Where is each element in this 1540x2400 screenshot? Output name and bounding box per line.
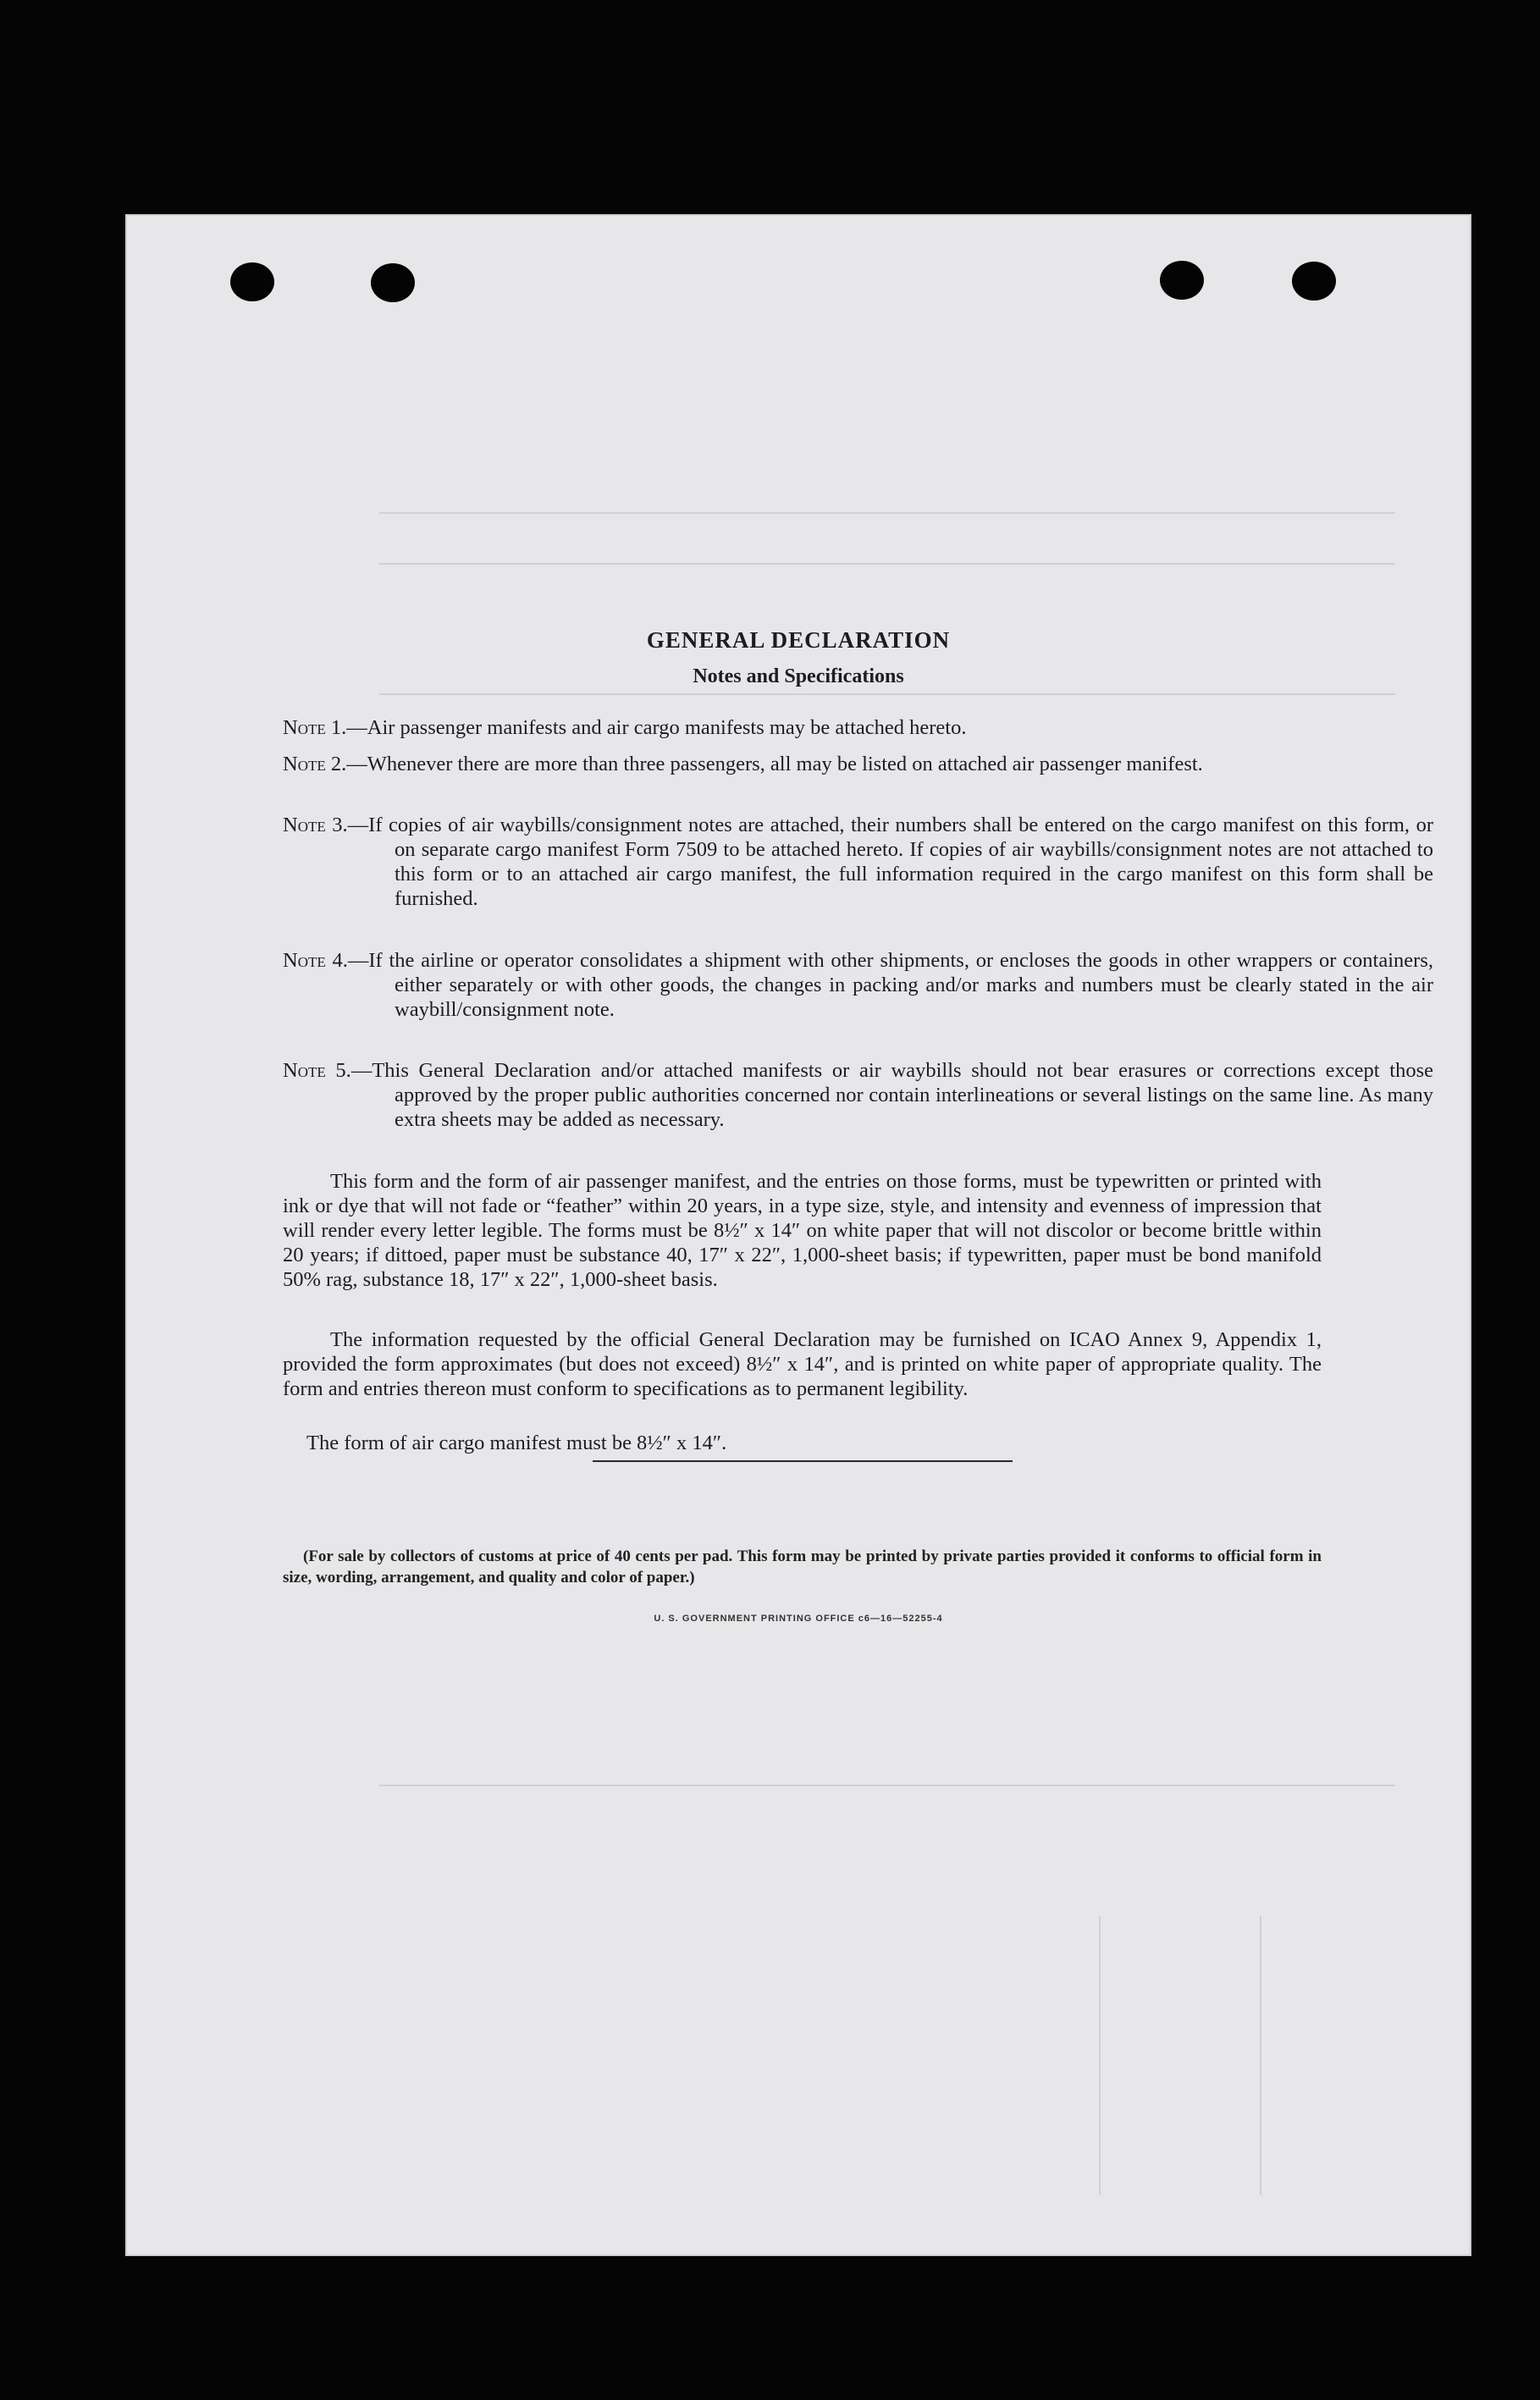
bleed-through-line bbox=[1099, 1916, 1101, 2195]
note-text: —Whenever there are more than three passengers, all may be listed on attached air passenger manifest. bbox=[346, 753, 1203, 775]
bleed-through-line bbox=[379, 693, 1395, 695]
paragraph-cargo-size: The form of air cargo manifest must be 8½″ x 14″. bbox=[306, 1432, 727, 1454]
note-1 bbox=[283, 715, 1433, 740]
bleed-through-line bbox=[379, 512, 1395, 514]
note-text: —This General Declaration and/or attached manifests or air waybills should not bear erasures or corrections except those approved by the proper public authorities concerned nor contain interlineations or several listings on the same line. As many extra sheets may be added as necessary. bbox=[351, 1059, 1433, 1131]
sale-notice: (For sale by collectors of customs at price of 40 cents per pad. This form may be printed by private parties provided it conforms to official form in size, wording, arrangement, and quality and color of paper.) bbox=[283, 1548, 1322, 1586]
punch-hole-icon bbox=[1292, 262, 1336, 301]
note-label: Note 3. bbox=[283, 814, 348, 836]
note-label: Note 1. bbox=[283, 716, 347, 739]
note-label: Note 4. bbox=[283, 949, 348, 972]
note-text: —If copies of air waybills/consignment notes are attached, their numbers shall be entered on the cargo manifest on this form, or on separate cargo manifest Form 7509 to be attached hereto. If copies of air waybills/consignment notes are not attached to this form or to an attached air cargo manifest, the full information required in the cargo manifest on this form shall be furnished. bbox=[347, 814, 1433, 910]
bleed-through-line bbox=[379, 1785, 1395, 1786]
printer-line: U. S. GOVERNMENT PRINTING OFFICE c6—16—52255-4 bbox=[654, 1614, 943, 1624]
divider-rule bbox=[593, 1460, 1013, 1462]
bleed-through-line bbox=[379, 563, 1395, 565]
note-label: Note 5. bbox=[283, 1059, 351, 1082]
note-text: —If the airline or operator consolidates a shipment with other shipments, or encloses the goods in other wrappers or containers, either separately or with other goods, the changes in packing and/or marks and numbers must be clearly stated in the air waybill/consignment note. bbox=[347, 949, 1433, 1021]
note-label: Note 2. bbox=[283, 753, 347, 775]
note-3 bbox=[283, 813, 1433, 911]
punch-hole-icon bbox=[371, 263, 415, 302]
document-subtitle: Notes and Specifications bbox=[693, 665, 904, 687]
note-text: —Air passenger manifests and air cargo manifests may be attached hereto. bbox=[346, 716, 967, 739]
paragraph-icao: The information requested by the official General Declaration may be furnished on ICAO Annex 9, Appendix 1, provided the form approximates (but does not exceed) 8½″ x 14″, and is printed on white paper of appropriate quality. The form and entries thereon must conform to specifications as to permanent legibility. bbox=[283, 1328, 1322, 1400]
punch-hole-icon bbox=[1160, 261, 1204, 300]
punch-hole-icon bbox=[230, 262, 274, 301]
note-5 bbox=[283, 1058, 1433, 1132]
note-4 bbox=[283, 948, 1433, 1022]
document-page bbox=[125, 214, 1471, 2256]
paragraph-legibility: This form and the form of air passenger manifest, and the entries on those forms, must be typewritten or printed with ink or dye that will not fade or “feather” within 20 years, in a type size, style, and intensity and evenness of impression that will render every letter legible. The forms must be 8½″ x 14″ on white paper that will not discolor or become brittle within 20 years; if dittoed, paper must be substance 40, 17″ x 22″, 1,000-sheet basis; if typewritten, paper must be bond manifold 50% rag, substance 18, 17″ x 22″, 1,000-sheet basis. bbox=[283, 1170, 1322, 1291]
bleed-through-line bbox=[1260, 1916, 1261, 2195]
note-2 bbox=[283, 752, 1433, 776]
document-title: GENERAL DECLARATION bbox=[646, 627, 951, 653]
